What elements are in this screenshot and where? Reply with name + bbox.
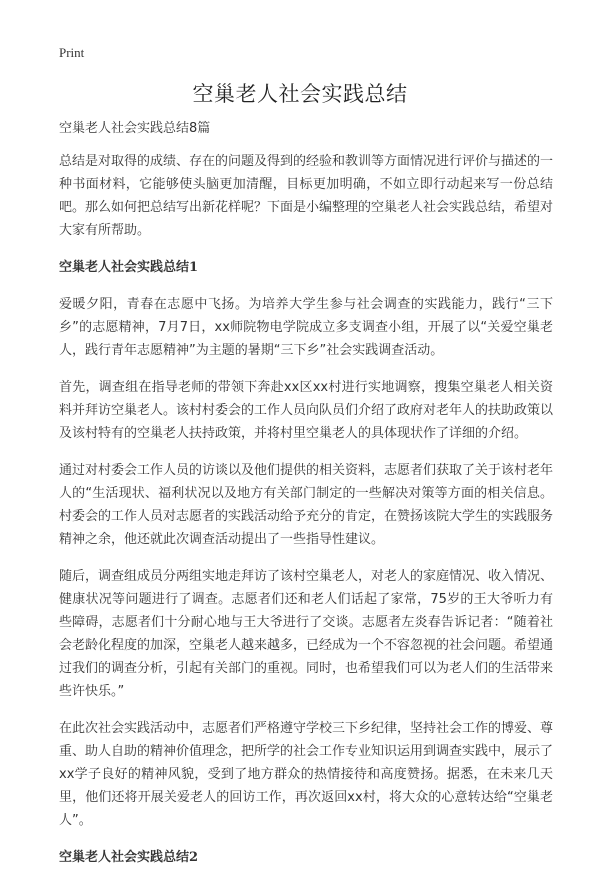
page-title: 空巢老人社会实践总结 (192, 82, 408, 106)
paragraph: 爱暖夕阳，青春在志愿中飞扬。为培养大学生参与社会调查的实践能力，践行“三下乡”的志愿精神，7月7日，xx师院物电学院成立多支调查小组，开展了以“关爱空巢老人，践行青年志愿精神”为主题的暑期“三下乡”社会实践调查活动。 (59, 297, 553, 358)
print-link[interactable]: Print (59, 45, 85, 60)
section-heading-1: 空巢老人社会实践总结1 (59, 260, 199, 275)
paragraph: 在此次社会实践活动中，志愿者们严格遵守学校三下乡纪律，坚持社会工作的博爱、尊重、助人自助的精神价值理念，把所学的社会工作专业知识运用到调查实践中，展示了xx学子良好的精神风貌，受到了地方群众的热情接待和高度赞扬。据悉，在未来几天里，他们还将开展关爱老人的回访工作，再次返回xx村，将大众的心意转达给“空巢老人”。 (59, 721, 554, 828)
paragraph: 通过对村委会工作人员的访谈以及他们提供的相关资料，志愿者们获取了关于该村老年人的“生活现状、福利状况以及地方有关部门制定的一些解决对策等方面的相关信息。村委会的工作人员对志愿者的实践活动给予充分的肯定，在赞扬该院大学生的实践服务精神之余，他还就此次调查活动提出了一些指导性建议。 (59, 463, 554, 547)
article-subtitle: 空巢老人社会实践总结8篇 (59, 121, 211, 136)
intro-paragraph: 总结是对取得的成绩、存在的问题及得到的经验和教训等方面情况进行评价与描述的一种书面材料，它能够使头脑更加清醒，目标更加明确，不如立即行动起来写一份总结吧。那么如何把总结写出新花样呢？下面是小编整理的空巢老人社会实践总结，希望对大家有所帮助。 (59, 154, 554, 238)
article-body (59, 117, 553, 883)
paragraph: 首先，调查组在指导老师的带领下奔赴xx区xx村进行实地调察，搜集空巢老人相关资料并拜访空巢老人。该村村委会的工作人员向队员们介绍了政府对老年人的扶助政策以及该村特有的空巢老人扶持政策，并将村里空巢老人的具体现状作了详细的介绍。 (59, 380, 554, 441)
paragraph: 随后，调查组成员分两组实地走拜访了该村空巢老人，对老人的家庭情况、收入情况、健康状况等问题进行了调查。志愿者们还和老人们话起了家常，75岁的王大爷听力有些障碍，志愿者们十分耐心地与王大爷进行了交谈。志愿者左炎春告诉记者：“随着社会老龄化程度的加深，空巢老人越来越多，已经成为一个不容忽视的社会问题。希望通过我们的调查分析，引起有关部门的重视。同时，也希望我们可以为老人们的生活带来些许快乐。” (59, 569, 554, 699)
section-heading-2: 空巢老人社会实践总结2 (59, 850, 199, 865)
